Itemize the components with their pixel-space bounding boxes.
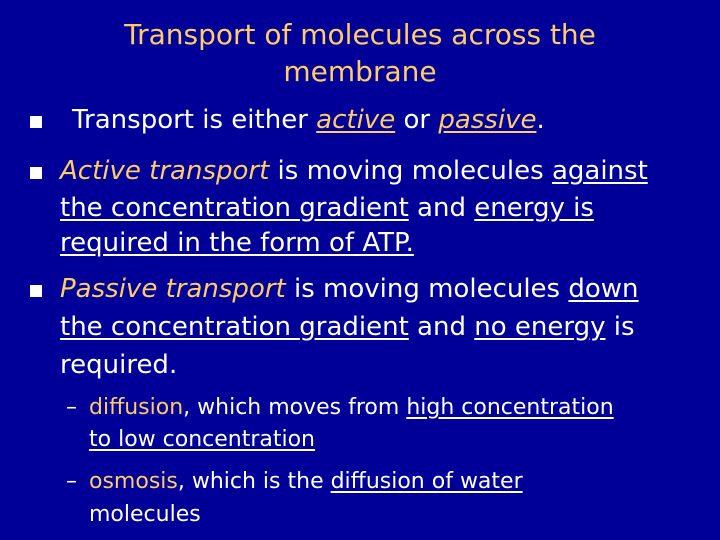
sub-1-lead: , which moves from xyxy=(183,395,407,420)
term-osmosis: osmosis xyxy=(89,469,178,494)
bullet-3-no-energy: no energy xyxy=(474,312,606,342)
sub-1-high: high concentration xyxy=(406,395,614,420)
sub-2-lead: , which is the xyxy=(177,469,331,494)
title-line-1: Transport of molecules across the xyxy=(124,18,596,51)
sub-2-line-1 xyxy=(89,466,523,497)
title-line-2: membrane xyxy=(283,55,437,88)
bullet-square-icon xyxy=(30,167,42,179)
bullet-2-line-2 xyxy=(60,192,594,224)
bullet-2-line-1 xyxy=(60,155,648,187)
bullet-3-line-1 xyxy=(60,273,639,305)
bullet-3-lead: is moving molecules xyxy=(285,274,569,304)
term-passive: passive xyxy=(438,105,537,135)
bullet-3-line-2 xyxy=(60,311,635,343)
bullet-2-and: and xyxy=(408,193,475,223)
bullet-2-against: against xyxy=(551,156,648,186)
bullet-2-gradient: the concentration gradient xyxy=(60,193,409,223)
bullet-square-icon xyxy=(30,285,42,297)
bullet-2-atp: required in the form of ATP. xyxy=(60,228,414,258)
sub-2-diffusion-water: diffusion of water xyxy=(330,469,523,494)
bullet-2-energy: energy is xyxy=(474,193,594,223)
bullet-1-period: . xyxy=(536,105,545,135)
sub-2-line-2: molecules xyxy=(89,502,201,527)
term-active-transport: Active transport xyxy=(60,156,270,186)
bullet-1-or: or xyxy=(395,105,439,135)
bullet-2-line-3 xyxy=(60,227,414,259)
bullet-3-down: down xyxy=(568,274,639,304)
bullet-1-text xyxy=(72,104,545,136)
sub-1-line-2 xyxy=(89,424,315,455)
term-active: active xyxy=(316,105,396,135)
term-passive-transport: Passive transport xyxy=(60,274,286,304)
sub-dash: – xyxy=(66,395,77,420)
sub-dash: – xyxy=(66,469,77,494)
bullet-square-icon xyxy=(30,116,42,128)
bullet-3-is: is xyxy=(605,312,635,342)
bullet-3-and: and xyxy=(408,312,475,342)
bullet-2-lead: is moving molecules xyxy=(269,156,552,186)
sub-1-low: to low concentration xyxy=(89,427,316,452)
term-diffusion: diffusion xyxy=(89,395,184,420)
bullet-3-gradient: the concentration gradient xyxy=(60,312,409,342)
bullet-3-line-3: required. xyxy=(60,350,178,380)
sub-1-line-1 xyxy=(89,392,614,423)
slide-title xyxy=(100,16,620,90)
bullet-1-lead: Transport is either xyxy=(72,105,317,135)
